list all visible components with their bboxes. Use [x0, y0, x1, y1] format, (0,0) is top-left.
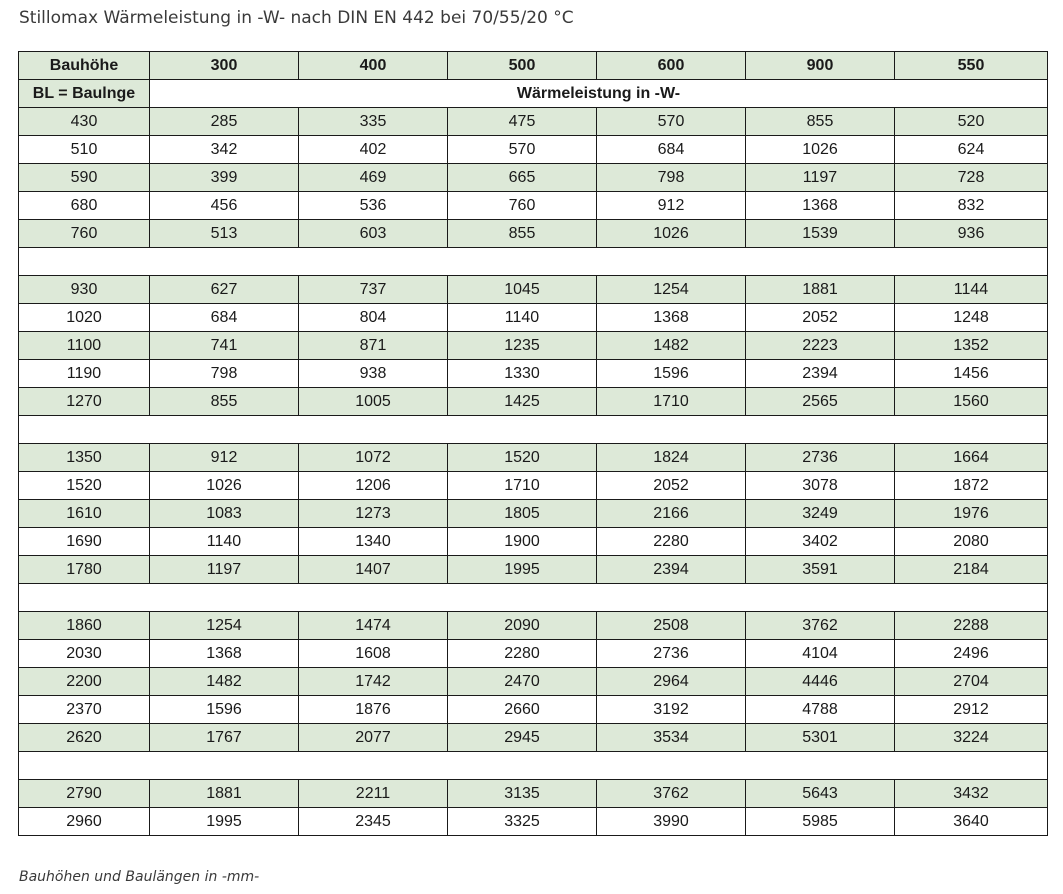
heat-output-cell: 1340: [299, 528, 448, 556]
heat-output-cell: 2211: [299, 780, 448, 808]
heat-output-cell: 3762: [597, 780, 746, 808]
row-length-cell: 2620: [19, 724, 150, 752]
heat-output-cell: 1254: [150, 612, 299, 640]
heat-output-cell: 1539: [746, 220, 895, 248]
heat-output-cell: 456: [150, 192, 299, 220]
heat-output-cell: 2912: [895, 696, 1048, 724]
heat-output-cell: 1456: [895, 360, 1048, 388]
row-length-cell: 430: [19, 108, 150, 136]
group-spacer-row: [19, 584, 1048, 612]
heat-output-cell: 1140: [150, 528, 299, 556]
heat-output-cell: 2090: [448, 612, 597, 640]
heat-output-cell: 1876: [299, 696, 448, 724]
row-length-cell: 1780: [19, 556, 150, 584]
heat-output-cell: 684: [150, 304, 299, 332]
table-row: [19, 780, 1048, 808]
row-length-cell: 930: [19, 276, 150, 304]
table-row: [19, 472, 1048, 500]
heat-output-cell: 2345: [299, 808, 448, 836]
row-length-cell: 2370: [19, 696, 150, 724]
heat-output-cell: 3224: [895, 724, 1048, 752]
heat-output-cell: 3432: [895, 780, 1048, 808]
table-row: [19, 192, 1048, 220]
row-length-cell: 1610: [19, 500, 150, 528]
height-header: 550: [895, 52, 1048, 80]
heat-output-cell: 2945: [448, 724, 597, 752]
heat-output-cell: 1767: [150, 724, 299, 752]
heat-output-cell: 1352: [895, 332, 1048, 360]
heat-output-cell: 1474: [299, 612, 448, 640]
heat-output-cell: 5301: [746, 724, 895, 752]
heat-output-cell: 1045: [448, 276, 597, 304]
heat-output-cell: 1140: [448, 304, 597, 332]
row-length-cell: 510: [19, 136, 150, 164]
heat-output-cell: 737: [299, 276, 448, 304]
group-spacer-row: [19, 416, 1048, 444]
heat-output-cell: 760: [448, 192, 597, 220]
table-row: [19, 500, 1048, 528]
heat-output-cell: 3135: [448, 780, 597, 808]
heat-output-cell: 1742: [299, 668, 448, 696]
heat-output-cell: 3192: [597, 696, 746, 724]
heat-output-cell: 3249: [746, 500, 895, 528]
heat-output-cell: 2166: [597, 500, 746, 528]
heat-output-cell: 469: [299, 164, 448, 192]
row-length-cell: 760: [19, 220, 150, 248]
heat-output-cell: 2496: [895, 640, 1048, 668]
heat-output-cell: 603: [299, 220, 448, 248]
subheader-row: [19, 80, 1048, 108]
row-length-cell: 1350: [19, 444, 150, 472]
heat-output-cell: 1824: [597, 444, 746, 472]
table-row: [19, 528, 1048, 556]
heat-output-cell: 570: [597, 108, 746, 136]
table-row: [19, 136, 1048, 164]
heat-output-cell: 1248: [895, 304, 1048, 332]
heat-output-cell: 1710: [597, 388, 746, 416]
value-caption: Wärmeleistung in -W-: [150, 80, 1048, 108]
heat-output-cell: 2964: [597, 668, 746, 696]
row-length-cell: 590: [19, 164, 150, 192]
spacer-cell: [19, 752, 1048, 780]
heat-output-cell: 855: [746, 108, 895, 136]
row-length-cell: 680: [19, 192, 150, 220]
spacer-cell: [19, 584, 1048, 612]
heat-output-cell: 804: [299, 304, 448, 332]
heat-output-cell: 2736: [597, 640, 746, 668]
heat-output-cell: 871: [299, 332, 448, 360]
heat-output-cell: 1197: [150, 556, 299, 584]
heat-output-cell: 2223: [746, 332, 895, 360]
heat-output-cell: 2660: [448, 696, 597, 724]
heat-output-cell: 1482: [597, 332, 746, 360]
table-row: [19, 276, 1048, 304]
group-spacer-row: [19, 248, 1048, 276]
heat-output-cell: 1995: [150, 808, 299, 836]
heat-output-cell: 1596: [597, 360, 746, 388]
table-row: [19, 724, 1048, 752]
heat-output-cell: 2184: [895, 556, 1048, 584]
height-header: 400: [299, 52, 448, 80]
heat-output-cell: 2288: [895, 612, 1048, 640]
heat-output-table: [18, 51, 1048, 836]
heat-output-cell: 1026: [150, 472, 299, 500]
heat-output-cell: 1330: [448, 360, 597, 388]
heat-output-cell: 1368: [597, 304, 746, 332]
heat-output-cell: 1254: [597, 276, 746, 304]
table-row: [19, 360, 1048, 388]
heat-output-cell: 536: [299, 192, 448, 220]
table-row: [19, 332, 1048, 360]
heat-output-cell: 342: [150, 136, 299, 164]
row-length-cell: 1100: [19, 332, 150, 360]
heat-output-cell: 1407: [299, 556, 448, 584]
heat-output-cell: 2704: [895, 668, 1048, 696]
heat-output-cell: 855: [448, 220, 597, 248]
heat-output-cell: 4104: [746, 640, 895, 668]
heat-output-cell: 1805: [448, 500, 597, 528]
table-row: [19, 304, 1048, 332]
heat-output-cell: 2565: [746, 388, 895, 416]
heat-output-cell: 1026: [597, 220, 746, 248]
heat-output-cell: 2736: [746, 444, 895, 472]
spacer-cell: [19, 248, 1048, 276]
heat-output-cell: 1596: [150, 696, 299, 724]
heat-output-cell: 285: [150, 108, 299, 136]
heat-output-cell: 2280: [597, 528, 746, 556]
heat-output-cell: 798: [150, 360, 299, 388]
height-header: 600: [597, 52, 746, 80]
table-row: [19, 808, 1048, 836]
heat-output-cell: 3640: [895, 808, 1048, 836]
heat-output-cell: 513: [150, 220, 299, 248]
table-row: [19, 220, 1048, 248]
heat-output-cell: 1881: [746, 276, 895, 304]
table-row: [19, 668, 1048, 696]
heat-output-cell: 2280: [448, 640, 597, 668]
height-header: 900: [746, 52, 895, 80]
table-row: [19, 108, 1048, 136]
heat-output-cell: 1710: [448, 472, 597, 500]
heat-output-cell: 399: [150, 164, 299, 192]
heat-output-cell: 1995: [448, 556, 597, 584]
heat-output-cell: 1206: [299, 472, 448, 500]
corner-label: Bauhöhe: [19, 52, 150, 80]
page-title: Stillomax Wärmeleistung in -W- nach DIN EN 442 bei 70/55/20 °C: [19, 8, 574, 28]
heat-output-cell: 1664: [895, 444, 1048, 472]
heat-output-cell: 1482: [150, 668, 299, 696]
heat-output-cell: 2470: [448, 668, 597, 696]
heat-output-cell: 912: [597, 192, 746, 220]
row-length-cell: 1690: [19, 528, 150, 556]
heat-output-cell: 728: [895, 164, 1048, 192]
heat-output-cell: 798: [597, 164, 746, 192]
heat-output-cell: 1560: [895, 388, 1048, 416]
heat-output-cell: 3591: [746, 556, 895, 584]
heat-output-cell: 627: [150, 276, 299, 304]
heat-output-cell: 1976: [895, 500, 1048, 528]
heat-output-cell: 1368: [150, 640, 299, 668]
heat-output-cell: 5643: [746, 780, 895, 808]
table-body: [19, 52, 1048, 836]
heat-output-cell: 3325: [448, 808, 597, 836]
heat-output-cell: 1144: [895, 276, 1048, 304]
heat-output-cell: 624: [895, 136, 1048, 164]
heat-output-cell: 1235: [448, 332, 597, 360]
heat-output-cell: 2080: [895, 528, 1048, 556]
row-label-caption: BL = Baulnge: [19, 80, 150, 108]
spacer-cell: [19, 416, 1048, 444]
heat-output-cell: 2394: [597, 556, 746, 584]
row-length-cell: 1190: [19, 360, 150, 388]
heat-output-cell: 2052: [746, 304, 895, 332]
heat-output-cell: 2077: [299, 724, 448, 752]
heat-output-cell: 741: [150, 332, 299, 360]
heat-output-cell: 1083: [150, 500, 299, 528]
heat-output-cell: 855: [150, 388, 299, 416]
heat-output-cell: 2394: [746, 360, 895, 388]
heat-output-cell: 1872: [895, 472, 1048, 500]
height-header: 300: [150, 52, 299, 80]
height-header: 500: [448, 52, 597, 80]
row-length-cell: 1020: [19, 304, 150, 332]
row-length-cell: 1860: [19, 612, 150, 640]
table-row: [19, 696, 1048, 724]
footnote: Bauhöhen und Baulängen in -mm-: [19, 869, 260, 885]
heat-output-cell: 3078: [746, 472, 895, 500]
row-length-cell: 2200: [19, 668, 150, 696]
table-row: [19, 640, 1048, 668]
table-row: [19, 612, 1048, 640]
heat-output-cell: 4788: [746, 696, 895, 724]
heat-output-cell: 665: [448, 164, 597, 192]
row-length-cell: 1270: [19, 388, 150, 416]
table-row: [19, 388, 1048, 416]
table-row: [19, 444, 1048, 472]
heat-output-cell: 1026: [746, 136, 895, 164]
heat-output-cell: 1368: [746, 192, 895, 220]
heat-output-cell: 3534: [597, 724, 746, 752]
heat-output-cell: 520: [895, 108, 1048, 136]
heat-output-cell: 402: [299, 136, 448, 164]
row-length-cell: 2790: [19, 780, 150, 808]
heat-output-cell: 475: [448, 108, 597, 136]
heat-output-cell: 3990: [597, 808, 746, 836]
heat-output-cell: 1425: [448, 388, 597, 416]
row-length-cell: 2030: [19, 640, 150, 668]
heat-output-cell: 1005: [299, 388, 448, 416]
heat-output-cell: 684: [597, 136, 746, 164]
heat-output-cell: 936: [895, 220, 1048, 248]
heat-output-cell: 1900: [448, 528, 597, 556]
heat-output-cell: 1197: [746, 164, 895, 192]
heat-output-cell: 3402: [746, 528, 895, 556]
row-length-cell: 1520: [19, 472, 150, 500]
heat-output-cell: 1608: [299, 640, 448, 668]
heat-output-cell: 3762: [746, 612, 895, 640]
heat-output-cell: 1072: [299, 444, 448, 472]
heat-output-cell: 912: [150, 444, 299, 472]
heat-output-cell: 1881: [150, 780, 299, 808]
heat-output-cell: 2052: [597, 472, 746, 500]
heat-output-cell: 1273: [299, 500, 448, 528]
group-spacer-row: [19, 752, 1048, 780]
heat-output-cell: 5985: [746, 808, 895, 836]
heat-output-cell: 1520: [448, 444, 597, 472]
heat-output-cell: 2508: [597, 612, 746, 640]
heat-output-cell: 938: [299, 360, 448, 388]
heat-output-cell: 335: [299, 108, 448, 136]
table-row: [19, 556, 1048, 584]
row-length-cell: 2960: [19, 808, 150, 836]
header-row: [19, 52, 1048, 80]
heat-output-cell: 4446: [746, 668, 895, 696]
heat-output-cell: 832: [895, 192, 1048, 220]
table-row: [19, 164, 1048, 192]
heat-output-cell: 570: [448, 136, 597, 164]
